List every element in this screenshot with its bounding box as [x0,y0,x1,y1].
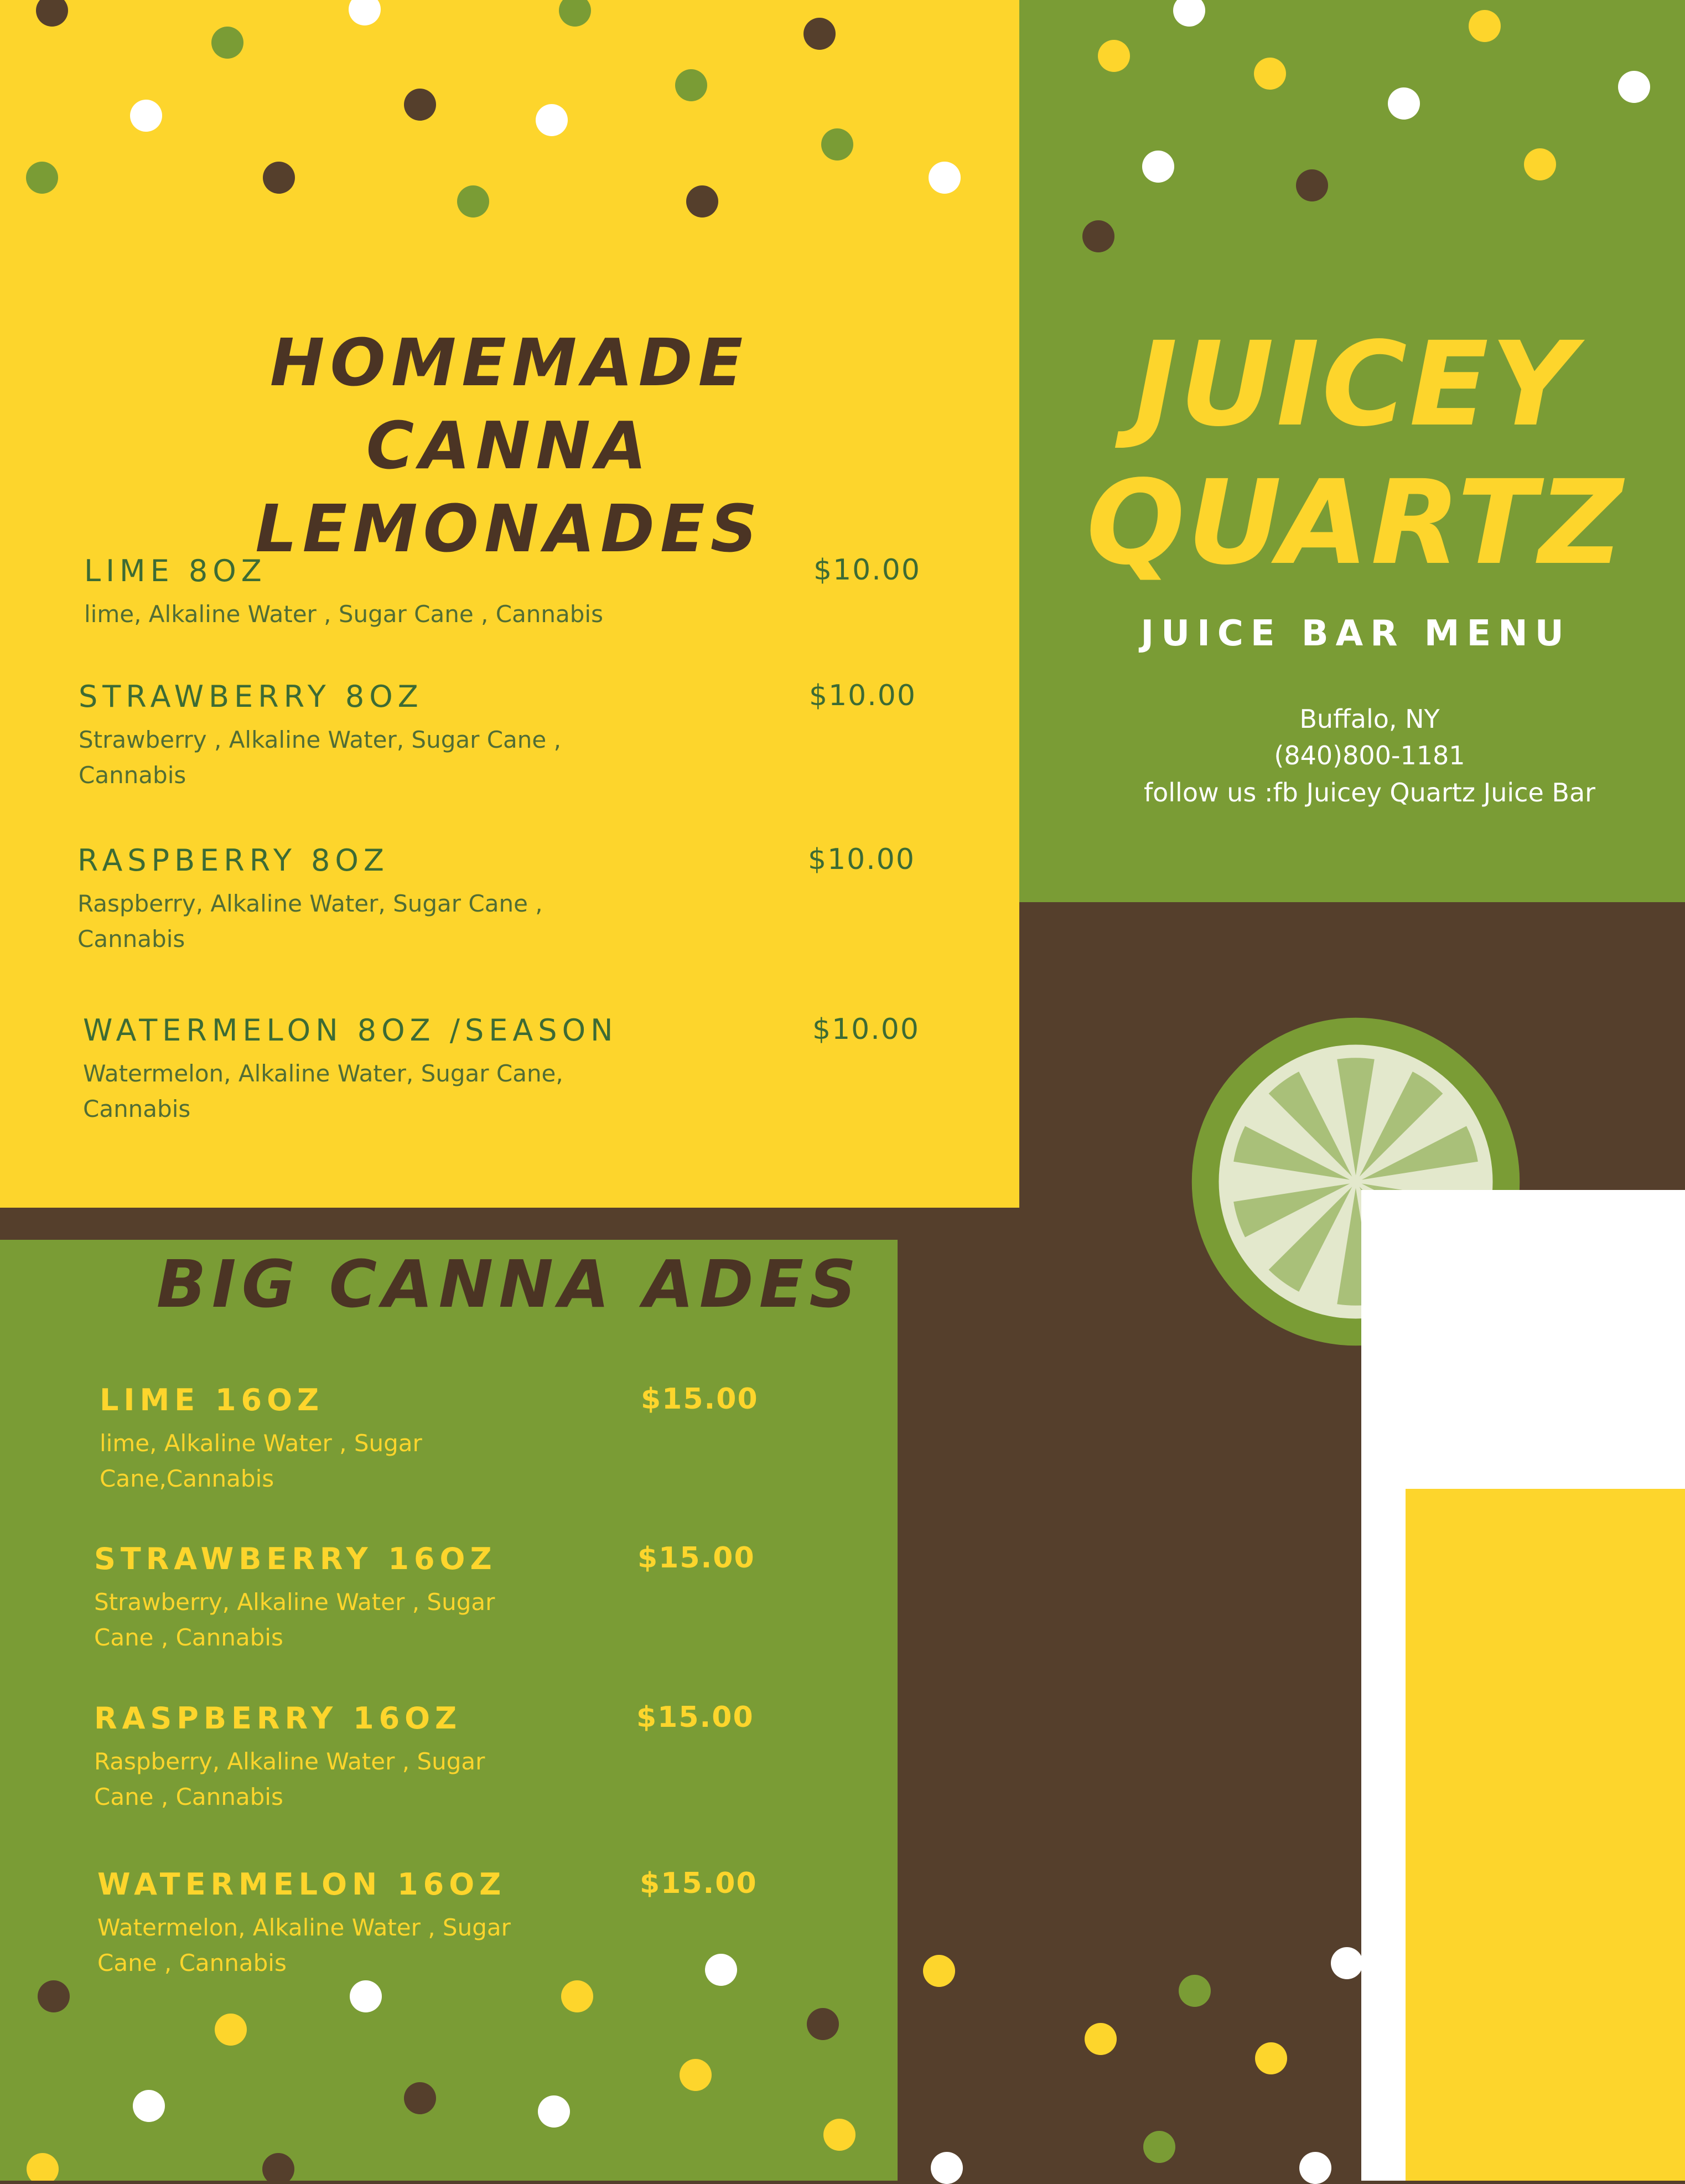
confetti-dot [536,104,568,136]
item-price: $10.00 [813,553,921,587]
confetti-dot [803,18,836,50]
confetti-dot [1254,58,1286,90]
description-line: Cane,Cannabis [100,1465,274,1492]
description-line: Strawberry, Alkaline Water , Sugar [94,1588,495,1616]
item-description [97,1910,511,1981]
description-line: Cannabis [79,762,186,789]
item-name: LIME 16OZ [100,1383,324,1417]
description-line: Raspberry, Alkaline Water , Sugar [94,1748,485,1775]
confetti-dot [1524,148,1556,180]
description-line: Cane , Cannabis [94,1624,283,1651]
confetti-dot [1143,2131,1175,2163]
item-description [84,597,603,632]
confetti-dot [36,0,68,27]
confetti-dot [1618,71,1650,103]
menu-item [77,843,924,954]
item-description [94,1585,495,1655]
confetti-dot [1255,2042,1287,2074]
item-name: STRAWBERRY 8OZ [79,679,423,714]
description-line: Cannabis [77,925,185,953]
confetti-dot [923,1955,955,1987]
item-price: $15.00 [641,1383,759,1416]
menu-item [83,1013,930,1124]
confetti-dot [1085,2023,1117,2055]
confetti-dot [211,27,243,59]
menu-item [79,679,925,790]
description-line: Cane , Cannabis [94,1783,283,1810]
menu-item [94,1541,813,1652]
brand-title [1079,315,1632,592]
confetti-dot [807,2008,839,2040]
confetti-dot [823,2119,856,2151]
item-name: WATERMELON 8OZ /SEASON [83,1013,618,1048]
confetti-dot [675,69,707,101]
brand-title-line: QUARTZ [1086,455,1625,591]
confetti-dot [1179,1975,1211,2007]
description-line: Watermelon, Alkaline Water, Sugar Cane, [83,1060,563,1087]
confetti-dot [559,0,591,27]
confetti-dot [133,2090,165,2122]
confetti-dot [1299,2152,1331,2184]
item-description [77,886,543,957]
confetti-dot [1082,220,1114,252]
description-line: Cane , Cannabis [97,1949,287,1976]
confetti-dot [1142,151,1174,183]
description-line: Raspberry, Alkaline Water, Sugar Cane , [77,890,543,917]
menu-item [84,553,931,636]
item-description [79,722,561,793]
confetti-dot [1388,87,1420,120]
confetti-dot [1469,10,1501,42]
section-title-line: LEMONADES [255,490,763,567]
confetti-dot [404,89,436,121]
menu-item [94,1701,813,1812]
section-title-big-ades: BIG CANNA ADES [156,1246,862,1322]
brand-subtitle: JUICE BAR MENU [1140,613,1571,654]
confetti-dot [262,2153,294,2181]
confetti-dot [130,100,162,132]
brand-title-line: JUICEY [1134,317,1578,452]
confetti-dot [931,2152,963,2184]
item-description [94,1744,485,1815]
item-name: STRAWBERRY 16OZ [94,1541,497,1576]
confetti-dot [457,185,489,218]
social-text: follow us :fb Juicey Quartz Juice Bar [1143,778,1596,808]
menu-item [100,1383,819,1493]
confetti-dot [27,2153,59,2181]
confetti-dot [821,128,853,161]
description-line: Cannabis [83,1095,191,1122]
description-line: lime, Alkaline Water , Sugar [100,1430,422,1457]
glass-juice-fill [1406,1489,1685,2181]
item-name: LIME 8OZ [84,553,267,588]
confetti-dot [215,2014,247,2046]
confetti-dot [1331,1947,1363,1979]
confetti-dot [680,2059,712,2091]
description-line: Strawberry , Alkaline Water, Sugar Cane , [79,726,561,753]
confetti-dot [561,1980,593,2012]
item-price: $15.00 [640,1867,758,1900]
menu-item [97,1867,817,1978]
confetti-dot [686,185,718,218]
description-line: Watermelon, Alkaline Water , Sugar [97,1914,511,1941]
item-name: RASPBERRY 8OZ [77,843,389,878]
confetti-dot [263,162,295,194]
lemonades-panel [0,0,1019,1208]
location-text: Buffalo, NY [1299,704,1440,734]
big-ades-panel [0,1240,898,2181]
section-title-lemonades [155,321,863,570]
section-title-line: HOMEMADE CANNA [269,324,749,484]
confetti-dot [350,1980,382,2012]
confetti-dot [538,2095,570,2128]
confetti-dot [1098,40,1130,72]
item-name: WATERMELON 16OZ [97,1867,506,1902]
item-description [100,1426,422,1497]
item-price: $15.00 [636,1701,754,1734]
item-price: $10.00 [808,843,915,876]
confetti-dot [1296,169,1328,201]
item-name: RASPBERRY 16OZ [94,1701,462,1736]
confetti-dot [349,0,381,25]
confetti-dot [404,2082,436,2114]
confetti-dot [26,162,58,194]
item-description [83,1056,563,1127]
description-line: lime, Alkaline Water , Sugar Cane , Cannabis [84,601,603,628]
item-price: $10.00 [809,679,916,712]
item-price: $15.00 [637,1541,755,1575]
confetti-dot [1173,0,1205,27]
phone-text: (840)800-1181 [1274,741,1465,770]
item-price: $10.00 [812,1013,920,1046]
confetti-dot [38,1980,70,2012]
confetti-dot [929,162,961,194]
